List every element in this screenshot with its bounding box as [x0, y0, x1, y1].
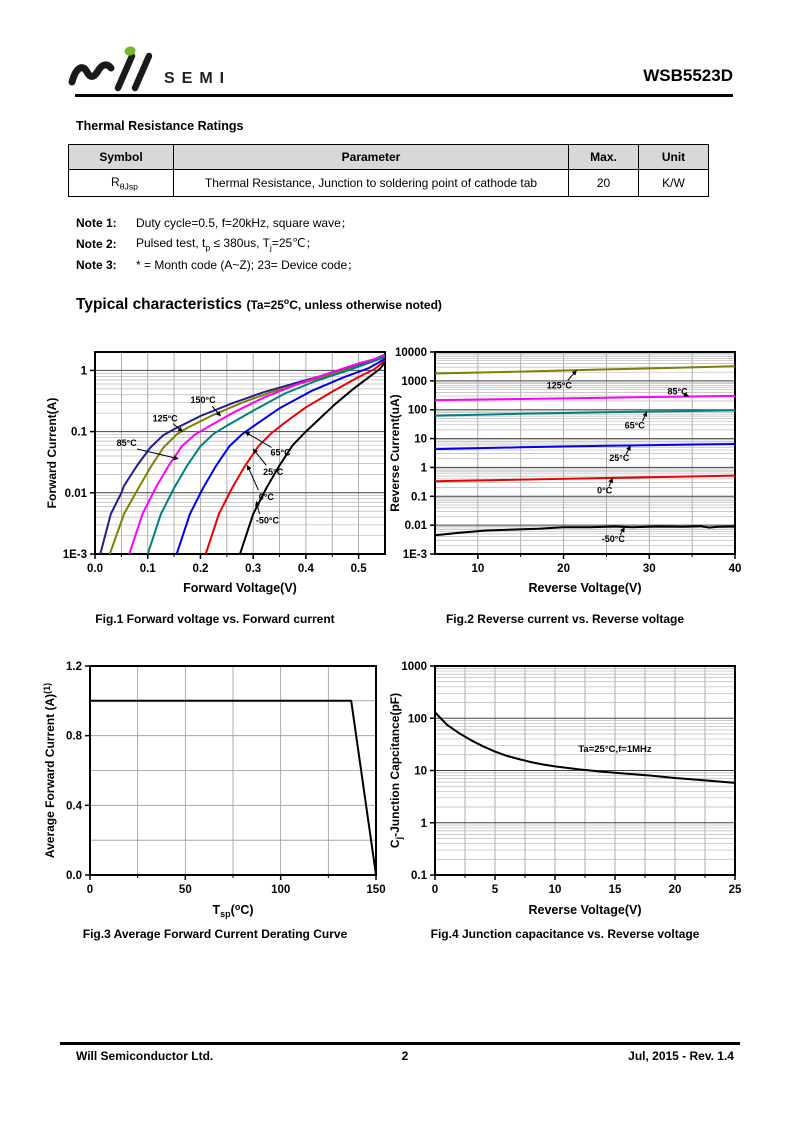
svg-text:10000: 10000: [395, 347, 427, 359]
svg-text:Forward Current(A): Forward Current(A): [45, 397, 59, 509]
svg-text:85°C: 85°C: [667, 386, 688, 397]
will-semi-logo: [62, 44, 272, 96]
note-3-label: Note 3:: [76, 257, 117, 272]
svg-text:1: 1: [420, 462, 427, 475]
fig3-derating-chart: [40, 650, 390, 922]
svg-text:0.1: 0.1: [139, 563, 156, 575]
svg-text:0.3: 0.3: [245, 563, 262, 575]
svg-text:0.5: 0.5: [350, 563, 367, 575]
svg-text:0.4: 0.4: [66, 800, 82, 813]
note-2-text: Pulsed test, $t_p \le 380us$, $T_j=25℃$；: [136, 236, 318, 253]
svg-text:10: 10: [414, 433, 427, 446]
note-2: [76, 233, 359, 254]
svg-text:-50°C: -50°C: [601, 534, 625, 545]
footer-company: Will Semiconductor Ltd.: [76, 1049, 214, 1063]
svg-text:65°C: 65°C: [624, 420, 645, 431]
table-row: [69, 170, 709, 197]
fig4-caption: Fig.4 Junction capacitance vs. Reverse voltage: [430, 927, 700, 941]
fig3-caption: Fig.3 Average Forward Current Derating Curve: [82, 927, 348, 941]
footer-revision: Jul, 2015 - Rev. 1.4: [628, 1049, 734, 1063]
svg-text:10: 10: [548, 884, 562, 896]
svg-text:0.01: 0.01: [404, 520, 427, 533]
svg-text:40: 40: [728, 563, 742, 575]
section-title: Typical characteristics: [76, 296, 242, 313]
svg-text:Reverse Voltage(V): Reverse Voltage(V): [528, 581, 642, 595]
part-number: WSB5523D: [643, 66, 733, 85]
col-max: Max.: [569, 145, 639, 170]
cell-symbol: $R_{\theta Jsp}$: [69, 170, 174, 197]
footer: [60, 1049, 740, 1063]
svg-text:0.1: 0.1: [71, 426, 87, 439]
col-symbol: Symbol: [69, 145, 174, 170]
svg-text:Cj-Junction Capcitance(pF): $C_j$-Junction Capcitance(pF): [388, 692, 404, 849]
svg-text:150: 150: [366, 884, 386, 896]
svg-text:85°C: 85°C: [116, 438, 137, 449]
svg-text:50: 50: [178, 884, 192, 896]
fig1-caption: Fig.1 Forward voltage vs. Forward current: [95, 612, 335, 626]
logo-slash-1: [118, 56, 132, 88]
section-subtitle: ($Ta=25^oC$, unless otherwise noted): [246, 296, 442, 312]
svg-text:150°C: 150°C: [190, 394, 216, 405]
fig2-caption: Fig.2 Reverse current vs. Reverse voltage: [445, 612, 685, 626]
svg-text:125°C: 125°C: [152, 413, 178, 424]
svg-text:Average Forward Current (A)(1): Average Forward Current $(A)^{(1)}$: [42, 682, 57, 859]
note-1-label: Note 1:: [76, 215, 117, 230]
cell-parameter: Thermal Resistance, Junction to soldering point of cathode tab: [174, 170, 569, 197]
svg-text:65°C: 65°C: [270, 447, 291, 458]
svg-text:0°C: 0°C: [258, 492, 274, 503]
svg-text:1E-3: 1E-3: [62, 549, 87, 561]
svg-text:20: 20: [668, 884, 682, 896]
fig4-junction-capacitance-chart: [385, 650, 745, 922]
svg-text:1000: 1000: [401, 661, 427, 673]
note-3: [76, 254, 359, 275]
svg-text:100: 100: [271, 884, 291, 896]
svg-text:0.0: 0.0: [87, 563, 103, 575]
svg-text:1: 1: [80, 365, 87, 378]
svg-text:Forward Voltage(V): Forward Voltage(V): [183, 581, 297, 595]
note-1-text: Duty cycle=0.5, f=20kHz, square wave；: [136, 216, 353, 230]
col-unit: Unit: [639, 145, 709, 170]
svg-text:25°C: 25°C: [263, 466, 284, 477]
notes-block: [76, 212, 359, 275]
svg-text:10: 10: [414, 765, 427, 778]
svg-text:Ta=25°C,f=1MHz: Ta=25°C,f=1MHz: [578, 743, 652, 755]
col-parameter: Parameter: [174, 145, 569, 170]
svg-text:30: 30: [642, 563, 656, 575]
fig2-reverse-current-chart: [385, 344, 745, 606]
svg-text:0.01: 0.01: [64, 487, 87, 500]
svg-text:20: 20: [557, 563, 570, 575]
svg-text:0.8: 0.8: [66, 730, 82, 743]
svg-text:5: 5: [491, 884, 499, 896]
svg-text:125°C: 125°C: [546, 380, 572, 391]
fig1-forward-voltage-chart: [40, 344, 390, 606]
svg-text:15: 15: [608, 884, 622, 896]
footer-rule: [60, 1042, 740, 1045]
svg-text:0: 0: [431, 884, 439, 896]
logo-slash-2: [135, 56, 149, 88]
svg-text:100: 100: [407, 404, 427, 417]
cell-max: 20: [569, 170, 639, 197]
svg-text:0.2: 0.2: [192, 563, 209, 575]
svg-text:Tsp(oC): $T_{sp}(^oC)$: [212, 902, 254, 919]
svg-text:1: 1: [420, 817, 427, 830]
note-3-text: * = Month code (A~Z); 23= Device code；: [136, 258, 360, 272]
svg-text:0: 0: [86, 884, 94, 896]
svg-text:25: 25: [728, 884, 742, 896]
svg-text:0°C: 0°C: [597, 485, 613, 496]
logo-wave: [72, 65, 111, 82]
cell-unit: K/W: [639, 170, 709, 197]
svg-text:10: 10: [471, 563, 485, 575]
table-header-row: [69, 145, 709, 170]
logo-semi-text: SEMI: [164, 70, 232, 87]
footer-page-number: 2: [401, 1049, 409, 1063]
svg-text:1000: 1000: [401, 375, 427, 388]
svg-text:100: 100: [407, 713, 427, 726]
typical-characteristics-heading: [76, 296, 442, 314]
svg-text:Reverse Current(uA): Reverse Current(uA): [388, 394, 402, 512]
svg-text:1.2: 1.2: [66, 661, 82, 673]
svg-text:0.4: 0.4: [297, 563, 314, 575]
svg-text:1E-3: 1E-3: [402, 549, 427, 561]
note-1: [76, 212, 359, 233]
svg-text:0.1: 0.1: [411, 870, 427, 882]
note-2-label: Note 2:: [76, 236, 117, 251]
thermal-ratings-table: [68, 144, 709, 197]
svg-text:0.1: 0.1: [411, 491, 427, 504]
header-rule: [75, 94, 733, 97]
svg-text:Reverse Voltage(V): Reverse Voltage(V): [528, 903, 642, 917]
thermal-ratings-title: Thermal Resistance Ratings: [76, 119, 244, 133]
svg-text:0.0: 0.0: [66, 870, 82, 882]
svg-text:25°C: 25°C: [609, 453, 630, 464]
svg-text:-50°C: -50°C: [255, 515, 279, 526]
